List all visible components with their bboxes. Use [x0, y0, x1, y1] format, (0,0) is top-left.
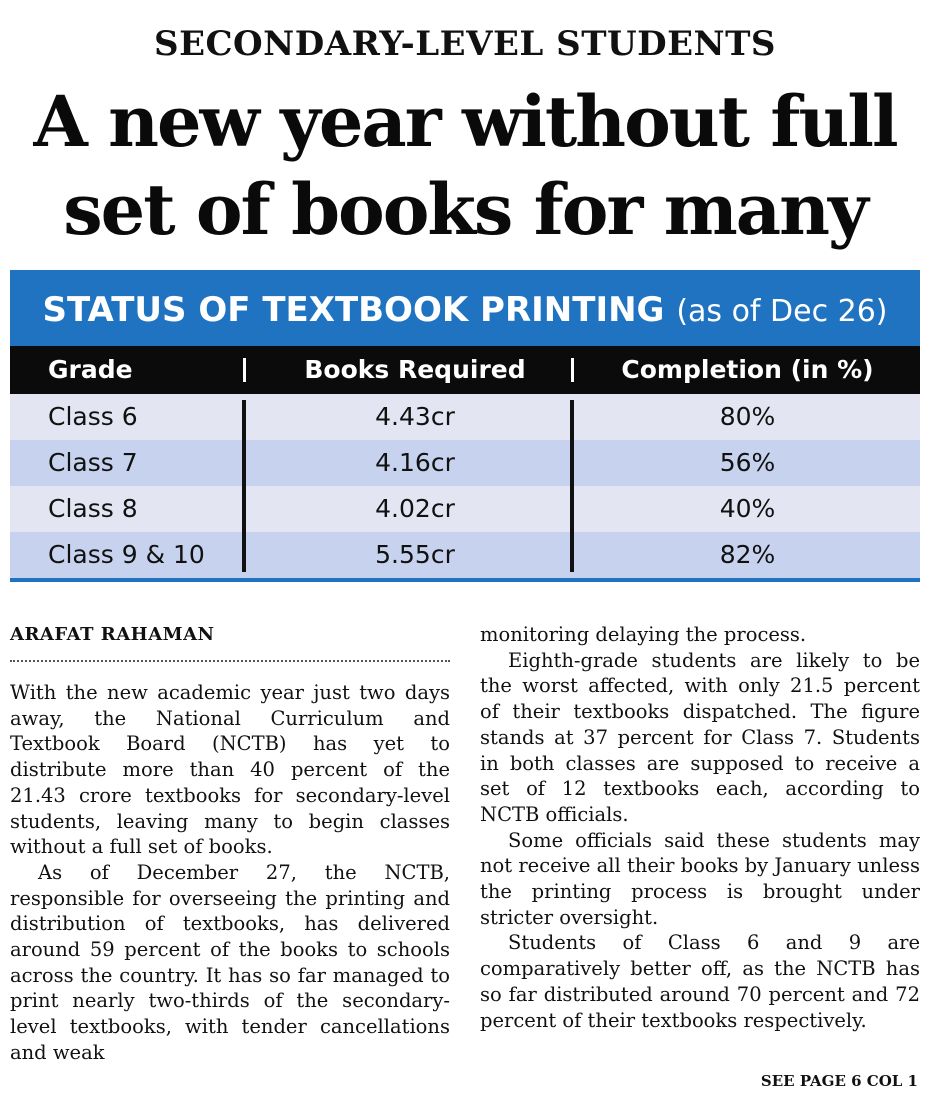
paragraph: As of December 27, the NCTB, responsible for overseeing the printing and distribution of textbooks, has delivered around 59 percent of the books to schools across the country. It has so far managed to print nearly two-thirds of the secondary-level textbooks, with tender cancellations and weak	[10, 860, 450, 1064]
paragraph: With the new academic year just two days away, the National Curriculum and Textbook Board (NCTB) has yet to distribute more than 40 percent of the 21.43 crore textbooks for secondary-level students, leaving many to begin classes without a full set of books.	[10, 681, 450, 859]
table-title-main: STATUS OF TEXTBOOK PRINTING	[42, 290, 665, 330]
article-column-2	[480, 622, 920, 1033]
table-row	[10, 440, 920, 486]
cell-completion: 40%	[719, 494, 776, 523]
cell-grade: Class 8	[48, 494, 138, 523]
header-completion: Completion (in %)	[621, 355, 874, 384]
table-title	[10, 270, 920, 346]
table-header	[10, 346, 920, 394]
article-column-1	[10, 680, 450, 1066]
cell-completion: 82%	[719, 540, 776, 569]
paragraph: monitoring delaying the process.	[480, 623, 807, 646]
cell-grade: Class 9 & 10	[48, 540, 205, 569]
header-grade: Grade	[48, 355, 133, 384]
paragraph: Students of Class 6 and 9 are comparatively better off, as the NCTB has so far distributed around 70 percent and 72 percent of their textbooks respectively.	[480, 931, 920, 1032]
byline-divider	[10, 660, 450, 662]
headline-line-1: A new year without full	[33, 80, 897, 163]
column-divider	[570, 400, 574, 572]
cell-grade: Class 6	[48, 402, 138, 431]
table-row	[10, 486, 920, 532]
kicker: SECONDARY-LEVEL STUDENTS	[154, 24, 776, 64]
see-page-jump: SEE PAGE 6 COL 1	[760, 1072, 918, 1090]
table-title-date: (as of Dec 26)	[676, 294, 888, 329]
table-row	[10, 394, 920, 440]
table-row	[10, 532, 920, 578]
cell-books: 4.43cr	[375, 402, 455, 431]
byline: ARAFAT RAHAMAN	[10, 624, 215, 645]
table-body	[10, 394, 920, 578]
cell-books: 4.16cr	[375, 448, 455, 477]
cell-completion: 56%	[719, 448, 776, 477]
headline-line-2: set of books for many	[63, 168, 867, 251]
cell-completion: 80%	[719, 402, 776, 431]
column-divider	[242, 400, 246, 572]
paragraph: Eighth-grade students are likely to be the worst affected, with only 21.5 percent of their textbooks dispatched. The figure stands at 37 percent for Class 7. Students in both classes are supposed to receive a set of 12 textbooks each, according to NCTB officials.	[480, 648, 920, 826]
header-divider	[571, 358, 574, 382]
paragraph: Some officials said these students may not receive all their books by January unless the printing process is brought under stricter oversight.	[480, 828, 920, 929]
cell-books: 5.55cr	[375, 540, 455, 569]
cell-grade: Class 7	[48, 448, 138, 477]
textbook-status-table	[10, 270, 920, 582]
cell-books: 4.02cr	[375, 494, 455, 523]
headline	[0, 78, 930, 254]
header-books-required: Books Required	[304, 355, 526, 384]
header-divider	[243, 358, 246, 382]
